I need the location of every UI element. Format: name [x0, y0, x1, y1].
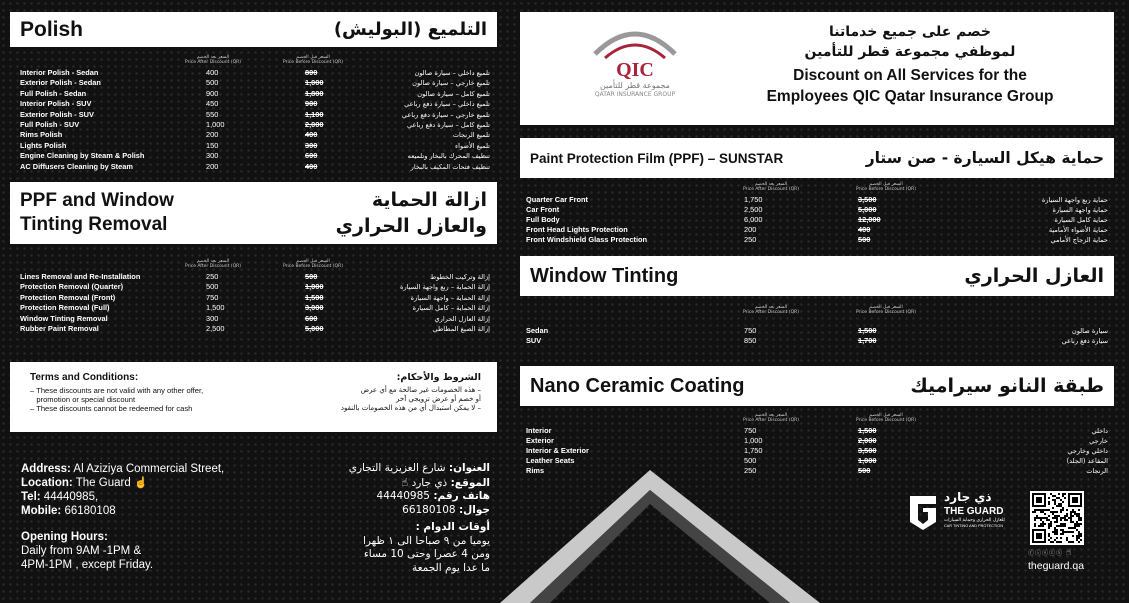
tiktok-icon[interactable]: ⓣ	[1049, 550, 1057, 557]
row-price-after: 250	[744, 235, 757, 244]
row-service-ar: حماية كامل السيارة	[1054, 216, 1108, 224]
row-service-ar: تلميع كامل – سيارة دفع رباعي	[407, 120, 490, 129]
row-service-en: Full Polish - SUV	[20, 119, 80, 129]
row-service-ar: تلميع الأضواء	[455, 141, 490, 150]
row-service-ar: سيارة صالون	[1071, 327, 1108, 335]
table-row	[20, 130, 490, 140]
row-service-ar: إزالة العازل الحراري	[434, 314, 490, 323]
row-service-en: Full Polish - Sedan	[20, 88, 87, 98]
ar-address-value: شارع العزيزية التجاري	[348, 462, 446, 474]
nano-title-ar: طبقة النانو سيراميك	[910, 375, 1104, 397]
row-price-before: 500	[858, 235, 871, 244]
row-price-after: 300	[206, 313, 219, 323]
social-icons	[1028, 548, 1072, 558]
address-value: Al Aziziya Commercial Street,	[73, 463, 225, 475]
row-service-en: Interior	[526, 426, 552, 435]
table-row	[20, 78, 490, 88]
snapchat-icon[interactable]: ⓢ	[1042, 550, 1050, 557]
chevron-decoration	[500, 470, 820, 603]
row-price-after: 1,000	[744, 436, 763, 445]
table-row	[526, 215, 1108, 225]
tinting-banner	[520, 256, 1114, 296]
nano-banner	[520, 366, 1114, 406]
contact-info-en	[21, 462, 261, 572]
row-service-en: AC Diffusers Cleaning by Steam	[20, 161, 133, 171]
tinting-colhead-after: السعر بعد الخصم Price After Discount (QR)	[742, 305, 799, 315]
row-service-en: Front Windshield Glass Protection	[526, 235, 648, 244]
row-service-ar: إزالة الحماية – كامل السيارة	[412, 304, 490, 313]
removal-banner	[10, 182, 497, 244]
ar-address-label: العنوان:	[448, 462, 490, 474]
row-price-after: 500	[206, 282, 219, 292]
table-row	[20, 68, 490, 78]
row-service-ar: حماية واجهة السيارة	[1052, 206, 1108, 214]
row-service-en: Rims	[526, 466, 545, 475]
table-row	[526, 235, 1108, 245]
row-price-after: 400	[206, 68, 219, 77]
row-price-after: 1,500	[206, 303, 225, 313]
row-service-ar: إزالة الحماية – واجهة السيارة	[410, 293, 490, 302]
nano-table	[526, 426, 1108, 476]
row-price-before: 800	[305, 68, 318, 77]
polish-title-en: Polish	[20, 17, 84, 41]
table-row	[20, 141, 490, 151]
removal-title-ar-2: والعازل الحراري	[335, 215, 487, 237]
row-price-before: 1,000	[305, 78, 324, 88]
qic-logo	[580, 24, 690, 114]
terms-title-ar: الشروط والأحكام:	[396, 372, 481, 383]
row-service-ar: تلميع داخلي – سيارة صالون	[414, 69, 490, 77]
table-row	[20, 272, 490, 282]
row-service-en: Lights Polish	[20, 140, 67, 150]
row-service-ar: إزالة الصبغ المطاطي	[432, 324, 490, 333]
table-row	[526, 336, 1108, 346]
address-label: Address:	[21, 463, 71, 475]
row-service-ar: تلميع داخلي – سيارة دفع رباعي	[404, 100, 490, 109]
tinting-colhead-before: السعر قبل الخصم Price Before Discount (QR)	[856, 305, 916, 315]
row-service-en: Rubber Paint Removal	[20, 323, 99, 333]
row-service-en: Exterior	[526, 436, 554, 445]
header-panel	[520, 12, 1114, 125]
terms-item-en-3: – These discounts cannot be redeemed for cash	[30, 404, 193, 413]
row-service-en: Interior & Exterior	[526, 446, 589, 455]
row-service-ar: تلميع خارجي – سيارة صالون	[412, 79, 490, 88]
terms-item-ar-2: أو خصم أو عرض ترويجي آخر	[396, 395, 481, 403]
row-price-after: 850	[744, 336, 757, 345]
nano-title-en: Nano Ceramic Coating	[530, 374, 745, 397]
row-price-before: 1,000	[305, 282, 324, 292]
table-row	[526, 466, 1108, 476]
row-service-ar: تلميع كامل – سيارة صالون	[417, 89, 490, 98]
ar-location-link[interactable]: ذي جارد	[411, 476, 448, 489]
ar-mobile-label: جوال:	[458, 503, 490, 516]
row-price-after: 200	[744, 225, 757, 234]
table-row	[526, 326, 1108, 336]
row-price-after: 500	[744, 456, 757, 465]
polish-colhead-before: السعر قبل الخصم Price Before Discount (QR)	[283, 55, 343, 65]
row-price-after: 550	[206, 109, 219, 119]
hours-label: Opening Hours:	[21, 531, 108, 543]
row-price-after: 1,750	[744, 195, 763, 204]
row-price-before: 1,500	[858, 326, 877, 335]
discount-headline	[710, 22, 1110, 107]
terms-panel	[10, 362, 497, 432]
tinting-title-ar: العازل الحراري	[964, 265, 1104, 287]
headline-ar-2: لموظفي مجموعة قطر للتأمين	[804, 44, 1016, 60]
row-price-before: 400	[305, 161, 318, 171]
ppf-banner	[520, 138, 1114, 178]
terms-item-ar-1: – هذه الخصومات غير صالحة مع أي عرض	[360, 386, 481, 394]
row-price-after: 750	[206, 292, 219, 302]
row-service-en: Exterior Polish - Sedan	[20, 78, 101, 88]
table-row	[526, 205, 1108, 215]
ar-location-label: الموقع:	[450, 476, 490, 489]
row-price-after: 750	[744, 326, 757, 335]
polish-colhead-after: السعر بعد الخصم Price After Discount (QR)	[184, 55, 241, 65]
ar-hours-label: أوقات الدوام :	[415, 521, 490, 533]
row-service-ar: إزالة وتركيب الخطوط	[430, 273, 490, 281]
tel-value[interactable]: 44440985,	[43, 491, 99, 503]
row-price-after: 2,500	[206, 323, 225, 333]
row-price-after: 2,500	[744, 205, 763, 214]
row-service-en: Interior Polish - Sedan	[20, 68, 99, 77]
row-service-ar: تلميع الرنجات	[452, 131, 490, 140]
location-link[interactable]: The Guard	[75, 477, 131, 489]
mobile-label: Mobile:	[21, 505, 62, 517]
table-row	[526, 456, 1108, 466]
row-service-ar: داخلي وخارجي	[1067, 447, 1108, 455]
row-service-en: Window Tinting Removal	[20, 313, 108, 323]
headline-en-1: Discount on All Services for the	[793, 67, 1027, 84]
row-service-en: Protection Removal (Full)	[20, 303, 110, 313]
row-service-ar: حماية الأضواء الأمامية	[1048, 226, 1108, 234]
hours-line-2: 4PM-1PM , except Friday.	[21, 559, 154, 571]
polish-table	[20, 68, 490, 172]
row-price-before: 3,500	[858, 446, 877, 455]
ar-hours-line-3: ما عدا يوم الجمعة	[411, 561, 490, 574]
row-service-en: Lines Removal and Re-Installation	[20, 272, 141, 281]
guard-name-ar: ذي جارد	[944, 490, 992, 504]
nano-colhead-before: السعر قبل الخصم Price Before Discount (QR)	[856, 413, 916, 423]
row-price-after: 250	[206, 272, 219, 281]
row-price-before: 500	[858, 466, 871, 475]
row-service-en: Leather Seats	[526, 456, 575, 465]
row-service-en: Exterior Polish - SUV	[20, 109, 94, 119]
removal-colhead-after: السعر بعد الخصم Price After Discount (QR)	[184, 259, 241, 269]
table-row	[20, 324, 490, 334]
table-row	[20, 162, 490, 172]
polish-banner	[10, 12, 497, 47]
table-row	[20, 282, 490, 292]
row-price-before: 1,800	[305, 88, 324, 98]
table-row	[20, 293, 490, 303]
row-price-after: 450	[206, 99, 219, 109]
facebook-icon[interactable]: ⓕ	[1028, 550, 1036, 557]
table-row	[526, 436, 1108, 446]
mobile-value[interactable]: 66180108	[64, 505, 116, 517]
row-price-before: 600	[305, 151, 318, 161]
removal-table	[20, 272, 490, 352]
table-row	[526, 225, 1108, 235]
row-price-after: 750	[744, 426, 757, 435]
qic-logo-ar: مجموعة قطر للتأمين	[600, 81, 670, 90]
row-price-before: 900	[305, 99, 318, 109]
removal-title-en-1: PPF and Window	[20, 190, 174, 211]
row-price-after: 300	[206, 151, 219, 161]
row-price-before: 1,500	[305, 292, 324, 302]
row-service-ar: تنظيف فتحات المكيف بالبخار	[410, 162, 490, 171]
row-price-before: 400	[858, 225, 871, 234]
table-row	[20, 314, 490, 324]
tinting-title-en: Window Tinting	[530, 264, 679, 287]
guard-shield-icon	[908, 494, 938, 530]
qic-logo-en: QATAR INSURANCE GROUP	[594, 91, 676, 98]
row-price-before: 5,000	[858, 205, 877, 214]
pointer-hand-icon-web: ☝	[1066, 548, 1073, 558]
guard-name-en: THE GUARD	[944, 506, 1004, 517]
row-price-before: 1,500	[858, 426, 877, 435]
the-guard-logo	[908, 490, 1023, 540]
row-price-before: 300	[305, 140, 318, 150]
table-row	[20, 120, 490, 130]
row-service-ar: خارجي	[1089, 437, 1108, 445]
tinting-table	[526, 326, 1108, 346]
guard-tag-ar: للعازل الحراري وحماية السيارات	[944, 518, 1005, 523]
ar-mobile-value[interactable]: 66180108	[402, 503, 456, 516]
row-service-en: Sedan	[526, 326, 549, 335]
row-price-before: 2,000	[858, 436, 877, 445]
headline-ar-1: خصم على جميع خدماتنا	[828, 24, 991, 40]
row-price-before: 5,000	[305, 323, 324, 333]
terms-item-en-2: promotion or special discount	[30, 395, 136, 404]
ppf-title-ar: حماية هيكل السيارة - صن ستار	[865, 149, 1104, 167]
row-service-en: Full Body	[526, 215, 560, 224]
table-row	[20, 303, 490, 313]
ppf-title-en: Paint Protection Film (PPF) – SUNSTAR	[530, 150, 784, 166]
row-price-before: 400	[305, 130, 318, 140]
contact-info-ar	[290, 462, 490, 575]
terms-title-en: Terms and Conditions:	[30, 372, 139, 383]
row-service-en: Car Front	[526, 205, 560, 214]
ppf-table	[526, 195, 1108, 245]
row-price-after: 150	[206, 140, 219, 150]
table-row	[20, 110, 490, 120]
qr-code[interactable]	[1030, 491, 1084, 545]
row-service-ar: حماية الزجاج الأمامي	[1050, 236, 1108, 244]
row-price-after: 900	[206, 88, 219, 98]
row-service-en: Quarter Car Front	[526, 195, 589, 204]
row-service-en: Interior Polish - SUV	[20, 99, 92, 109]
row-price-before: 600	[305, 313, 318, 323]
row-price-before: 2,000	[305, 119, 324, 129]
row-service-ar: داخلي	[1091, 427, 1108, 435]
row-price-after: 200	[206, 161, 219, 171]
table-row	[526, 195, 1108, 205]
website-link[interactable]: theguard.qa	[1028, 560, 1085, 572]
tel-label: Tel:	[21, 491, 41, 503]
row-service-ar: إزالة الحماية – ربع واجهة السيارة	[399, 283, 490, 292]
table-row	[526, 446, 1108, 456]
row-price-before: 3,000	[305, 303, 324, 313]
table-row	[526, 426, 1108, 436]
terms-item-en-1: – These discounts are not valid with any other offer,	[30, 386, 204, 395]
row-price-after: 500	[206, 78, 219, 88]
row-price-before: 1,000	[858, 456, 877, 465]
polish-title-ar: التلميع (البوليش)	[333, 19, 487, 40]
table-row	[20, 151, 490, 161]
row-service-en: Protection Removal (Front)	[20, 292, 116, 302]
row-price-after: 6,000	[744, 215, 763, 224]
row-service-ar: سيارة دفع رباعي	[1061, 337, 1108, 345]
row-price-after: 1,000	[206, 119, 225, 129]
ar-tel-value[interactable]: 44440985	[376, 490, 430, 502]
row-price-before: 500	[305, 272, 318, 281]
ppf-colhead-after: السعر بعد الخصم Price After Discount (QR)	[742, 182, 799, 192]
removal-title-ar-1: ازالة الحماية	[371, 189, 487, 211]
hours-line-1: Daily from 9AM -1PM &	[21, 545, 142, 557]
qic-logo-mark	[585, 24, 685, 64]
guard-tag-en: CAR TINTING AND PROTECTION	[944, 524, 1003, 528]
instagram-icon[interactable]: ⓘ	[1035, 550, 1043, 557]
row-service-en: Protection Removal (Quarter)	[20, 282, 124, 292]
row-price-before: 1,700	[858, 336, 877, 345]
row-service-en: Engine Cleaning by Steam & Polish	[20, 151, 145, 161]
headline-en-2: Employees QIC Qatar Insurance Group	[766, 88, 1054, 105]
row-service-en: Rims Polish	[20, 130, 63, 140]
row-service-ar: تنظيف المحرك بالبخار وتلميعه	[407, 152, 490, 161]
row-price-before: 12,000	[858, 215, 881, 224]
row-service-en: SUV	[526, 336, 542, 345]
table-row	[20, 89, 490, 99]
terms-item-ar-3: – لا يمكن استبدال أي من هذه الخصومات بالنقود	[340, 404, 481, 412]
row-price-before: 3,500	[858, 195, 877, 204]
row-service-ar: حماية ربع واجهة السيارة	[1041, 196, 1108, 204]
ppf-colhead-before: السعر قبل الخصم Price Before Discount (QR)	[856, 182, 916, 192]
row-price-before: 1,100	[305, 109, 324, 119]
ar-hours-line-1: يوميا من ٩ صباحا الى ١ ظهرا	[362, 534, 490, 547]
nano-colhead-after: السعر بعد الخصم Price After Discount (QR)	[742, 413, 799, 423]
ar-hours-line-2: ومن 4 عصرا وحتى 10 مساء	[363, 548, 490, 560]
row-service-ar: المقاعد (الجلد)	[1066, 457, 1108, 465]
row-service-ar: الرنجات	[1086, 467, 1108, 475]
removal-colhead-before: السعر قبل الخصم Price Before Discount (QR)	[283, 259, 343, 269]
row-price-after: 200	[206, 130, 219, 140]
pointer-hand-icon: ☝	[133, 477, 148, 489]
x-icon[interactable]: ⓧ	[1056, 550, 1064, 557]
row-price-after: 1,750	[744, 446, 763, 455]
table-row	[20, 99, 490, 109]
location-label: Location:	[21, 477, 73, 489]
pointer-hand-icon-ar: ☝	[401, 475, 409, 489]
qic-logo-text: QIC	[616, 59, 654, 81]
ar-tel-label: هاتف رقم:	[433, 490, 490, 502]
removal-title-en-2: Tinting Removal	[20, 214, 168, 235]
row-service-en: Front Head Lights Protection	[526, 225, 628, 234]
row-price-after: 250	[744, 466, 757, 475]
row-service-ar: تلميع خارجي – سيارة دفع رباعي	[401, 110, 490, 119]
